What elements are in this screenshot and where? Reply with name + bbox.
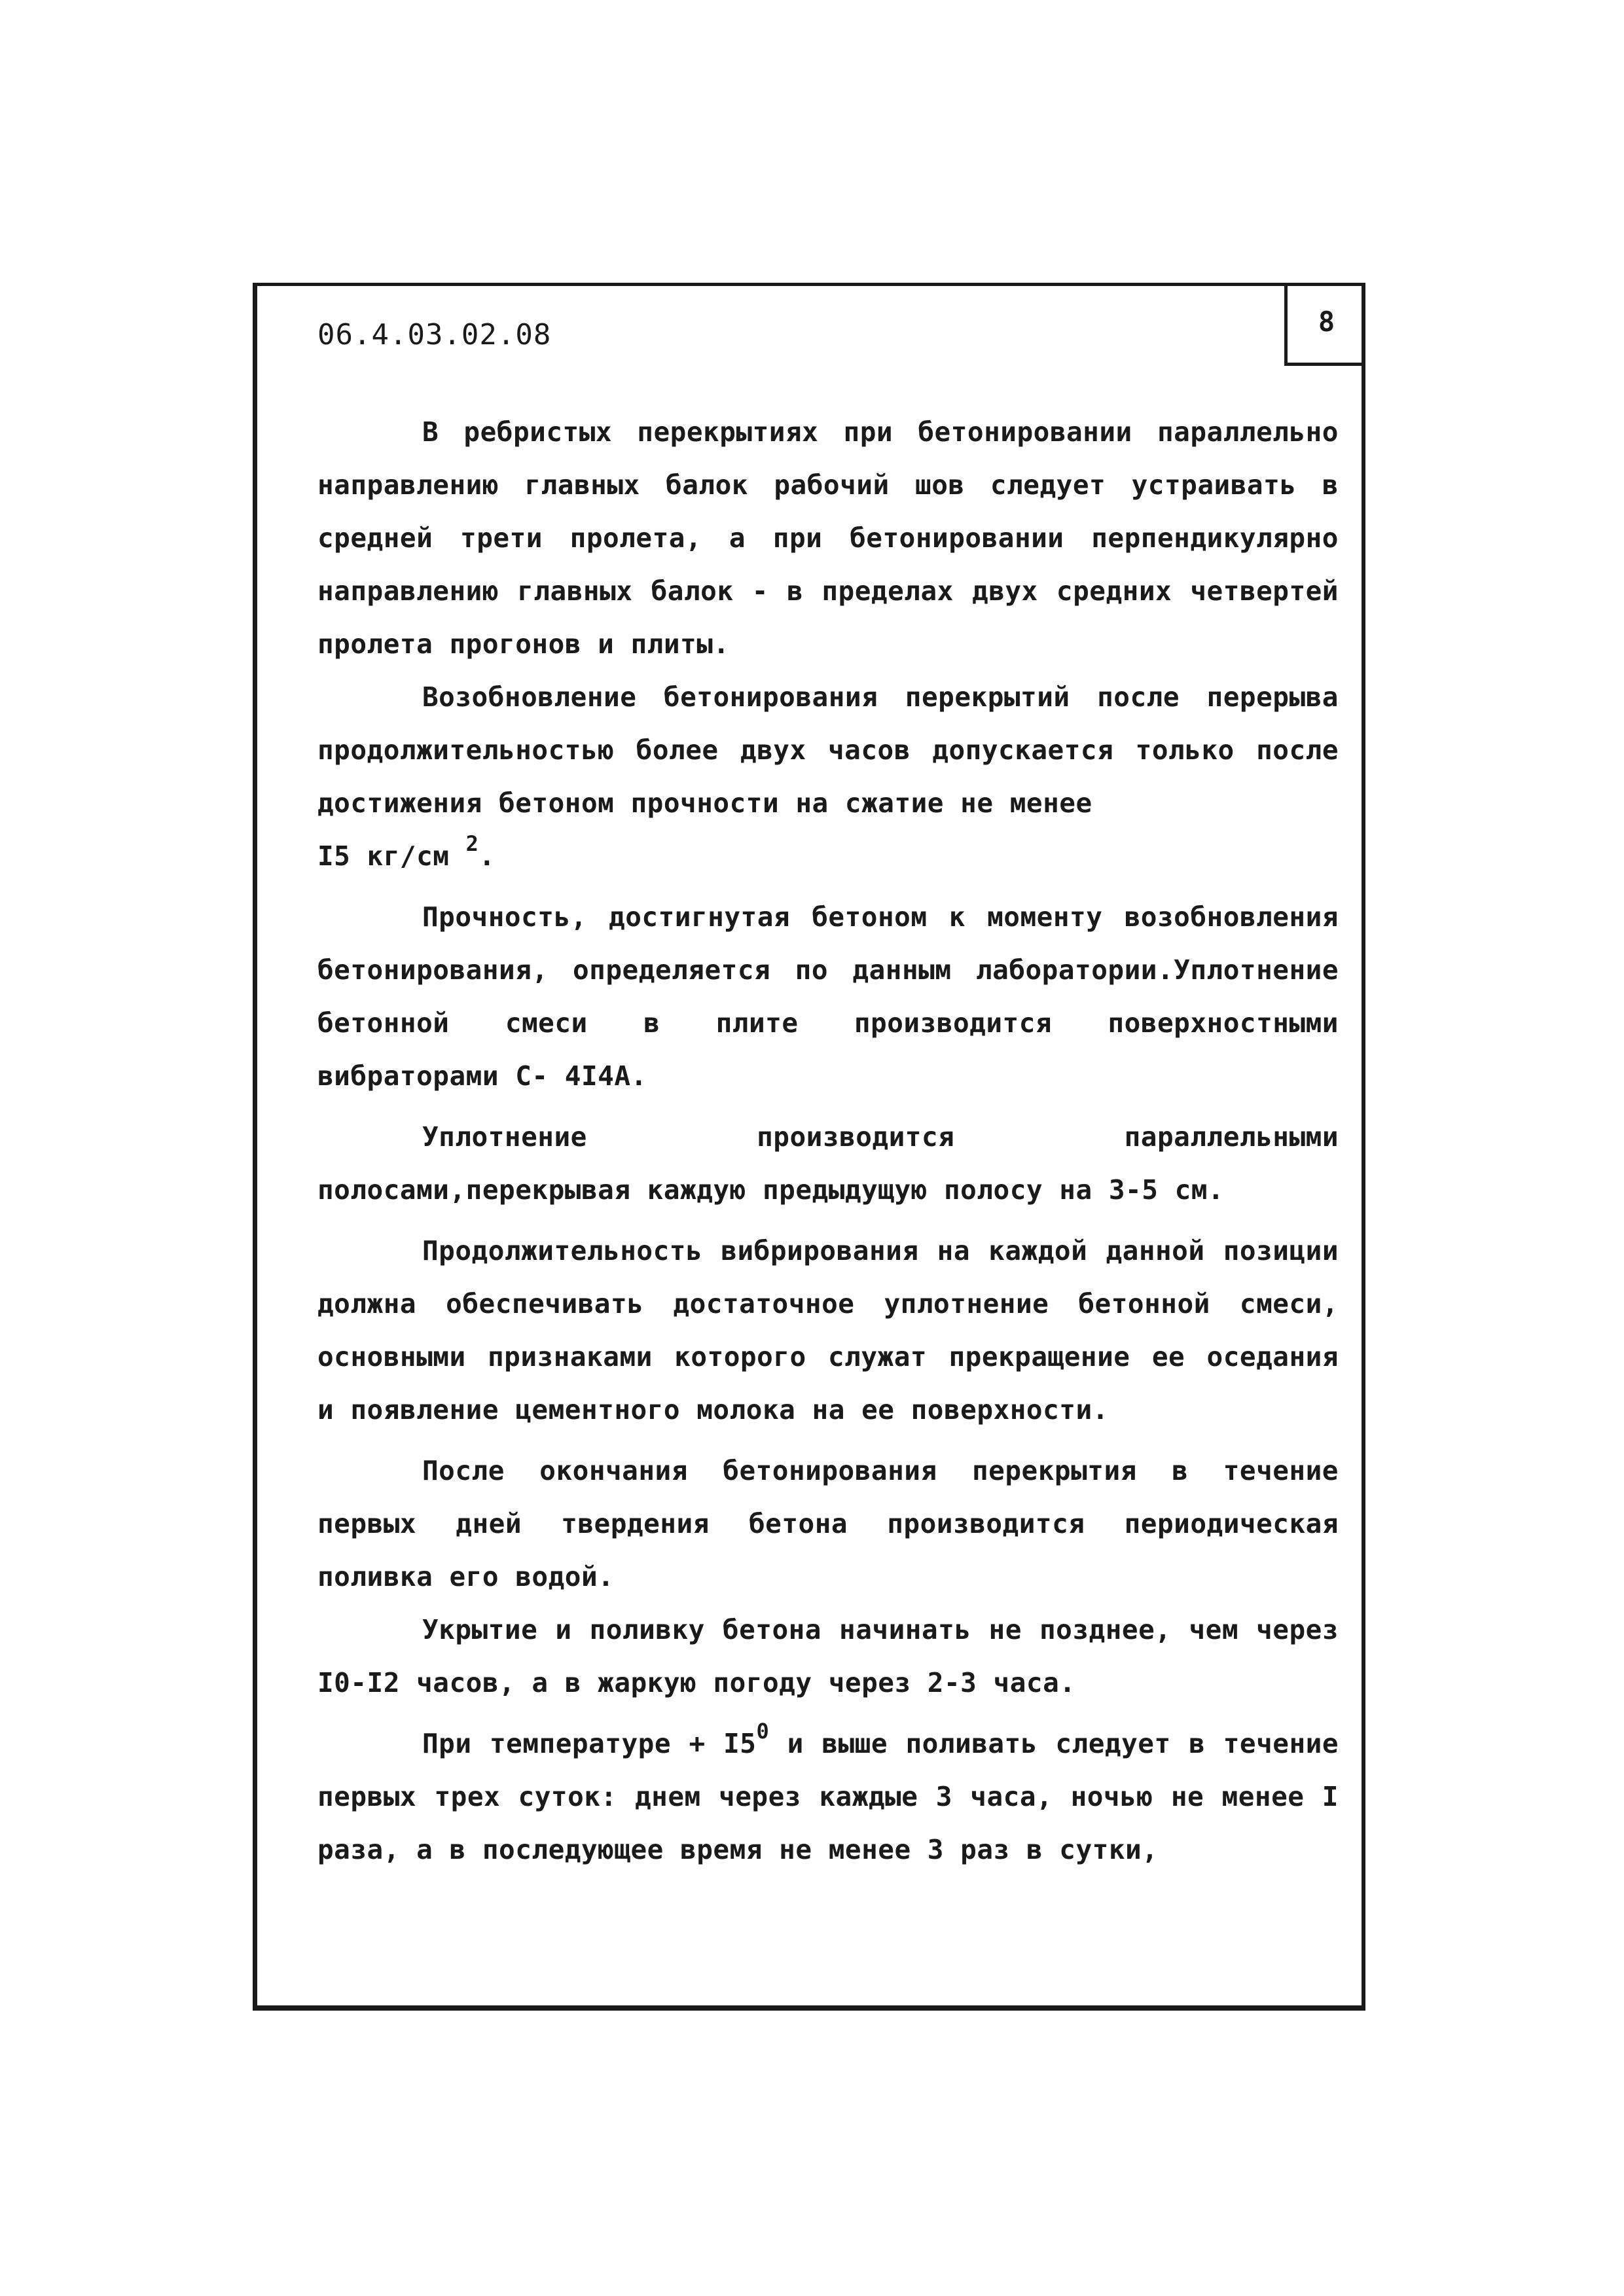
degree-exponent: 0 <box>756 1719 770 1744</box>
strength-formula-base: I5 кг/см <box>317 840 466 872</box>
paragraph-compaction: Уплотнение производится параллельными полосами,перекрывая каждую предыдущую полосу на 3-5 см. <box>317 1121 1339 1206</box>
strength-formula <box>317 830 1339 883</box>
paragraph-vibration: Продолжительность вибрирования на каждой данной позиции должна обеспечивать достаточное уплотнение бетонной смеси, основными признаками которого служат прекращение ее оседания и появление цементного молока на ее поверхности. <box>317 1235 1339 1426</box>
paragraph-curing: После окончания бетонирования перекрытия в течение первых дней твердения бетона производится периодическая поливка его водой. <box>317 1455 1339 1592</box>
paragraph-covering: Укрытие и поливку бетона начинать не позднее, чем через I0-I2 часов, а в жаркую погоду через 2-3 часа. <box>317 1614 1339 1698</box>
strength-formula-end: . <box>478 840 496 872</box>
paragraph-resumption-text: Возобновление бетонирования перекрытий после перерыва продолжительностью более двух часов допускается только после достижения бетоном прочности на сжатие не менее <box>317 681 1339 819</box>
body-text <box>317 406 1339 1876</box>
document-code: 06.4.03.02.08 <box>317 318 552 351</box>
paragraph-resumption <box>317 671 1339 883</box>
paragraph-temperature <box>317 1717 1339 1876</box>
paragraph-temperature-start: При температуре + I5 <box>422 1728 757 1759</box>
paragraph-strength: Прочность, достигнутая бетоном к моменту возобновления бетонирования, определяется по данным лаборатории.Уплотнение бетонной смеси в плите производится поверхностными вибраторами С- 4I4А. <box>317 901 1339 1092</box>
strength-formula-exponent: 2 <box>465 831 479 856</box>
paragraph-temperature-rest: и выше поливать следует в течение первых трех суток: днем через каждые 3 часа, ночью не менее I раза, а в последующее время не менее 3 раз в сутки, <box>317 1728 1339 1865</box>
page-number: 8 <box>1318 306 1335 338</box>
paragraph-ribbed-slabs: В ребристых перекрытиях при бетонировании параллельно направлению главных балок рабочий шов следует устраивать в средней трети пролета, а при бетонировании перпендикулярно направлению главных балок - в пределах двух средних четвертей пролета прогонов и плиты. <box>317 416 1339 660</box>
page-number-box <box>1284 286 1365 366</box>
